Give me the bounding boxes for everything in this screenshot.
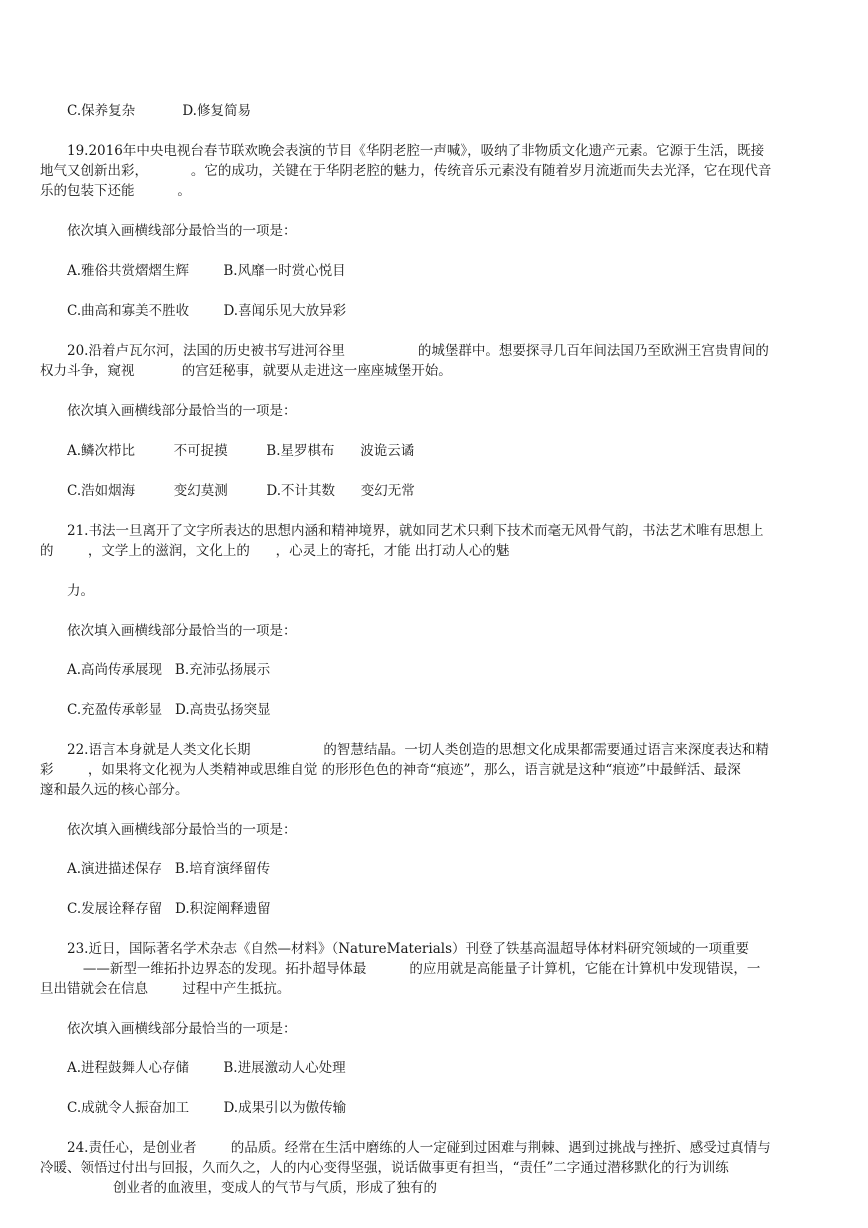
text-line: C.保养复杂 D.修复简易 [67,103,251,119]
text-line: 权力斗争，窥视 的宫廷秘事，就要从走进这一座座城堡开始。 [40,363,452,379]
text-line: 20.沿着卢瓦尔河，法国的历史被书写进河谷里 的城堡群中。想要探寻几百年间法国乃至欧洲王宫贵胄间的 [67,343,769,359]
text-line: 的 ，文学上的滋润，文化上的 ，心灵上的寄托，才能 出打动人心的魅 [40,543,510,559]
text-line: 依次填入画横线部分最恰当的一项是： [67,623,297,639]
text-line: C.充盈传承彰显 D.高贵弘扬突显 [67,702,271,718]
text-line: 依次填入画横线部分最恰当的一项是： [67,223,297,239]
text-line: 冷暖、领悟过付出与回报，久而久之，人的内心变得坚强，说话做事更有担当，“责任”二字通过潜移默化的行为训练 [40,1160,729,1176]
text-line: ——新型一维拓扑边界态的发现。拓扑超导体最 的应用就是高能量子计算机，它能在计算机中发现错误，一 [40,961,761,977]
text-line: C.发展诠释存留 D.积淀阐释遗留 [67,901,271,917]
text-line: 彩 ，如果将文化视为人类精神或思维自觉 的形形色色的神奇“痕迹”，那么，语言就是这种“痕迹”中最鲜活、最深 [40,762,741,778]
text-line: 地气又创新出彩， 。它的成功，关键在于华阴老腔的魅力，传统音乐元素没有随着岁月流逝而失去光泽，它在现代音 [40,163,772,179]
text-line: 19.2016年中央电视台春节联欢晚会表演的节目《华阴老腔一声喊》，吸纳了非物质文化遗产元素。它源于生活，既接 [67,143,765,159]
text-line: 邃和最久远的核心部分。 [40,782,189,798]
text-line: A.演进描述保存 B.培育演绎留传 [67,861,271,877]
text-line: 创业者的血液里，变成人的气节与气质，形成了独有的 [40,1180,437,1196]
text-line: 依次填入画横线部分最恰当的一项是： [67,822,297,838]
text-line: 依次填入画横线部分最恰当的一项是： [67,1021,297,1037]
text-line: A.鳞次栉比 不可捉摸 B.星罗棋布 波诡云谲 [67,443,415,459]
text-line: 依次填入画横线部分最恰当的一项是： [67,403,297,419]
text-line: 24.责任心，是创业者 的品质。经常在生活中磨练的人一定碰到过困难与荆棘、遇到过挑战与挫折、感受过真情与 [67,1140,771,1156]
text-line: 力。 [67,583,94,599]
text-line: C.浩如烟海 变幻莫测 D.不计其数 变幻无常 [67,483,415,499]
text-line: 23.近日，国际著名学术杂志《自然—材料》（NatureMaterials）刊登了铁基高温超导体材料研究领域的一项重要 [67,941,749,957]
text-line: 22.语言本身就是人类文化长期 的智慧结晶。一切人类创造的思想文化成果都需要通过语言来深度表达和精 [67,742,769,758]
text-line: C.成就令人振奋加工 D.成果引以为傲传输 [67,1100,347,1116]
text-line: A.雅俗共赏熠熠生辉 B.风靡一时赏心悦目 [67,263,346,279]
text-line: C.曲高和寡美不胜收 D.喜闻乐见大放异彩 [67,303,347,319]
text-line: 21.书法一旦离开了文字所表达的思想内涵和精神境界，就如同艺术只剩下技术而毫无风骨气韵，书法艺术唯有思想上 [67,523,764,539]
text-line: A.进程鼓舞人心存储 B.进展激动人心处理 [67,1060,346,1076]
text-line: A.高尚传承展现 B.充沛弘扬展示 [67,662,271,678]
text-line: 乐的包装下还能 。 [40,183,191,199]
text-line: 旦出错就会在信息 过程中产生抵抗。 [40,981,291,997]
